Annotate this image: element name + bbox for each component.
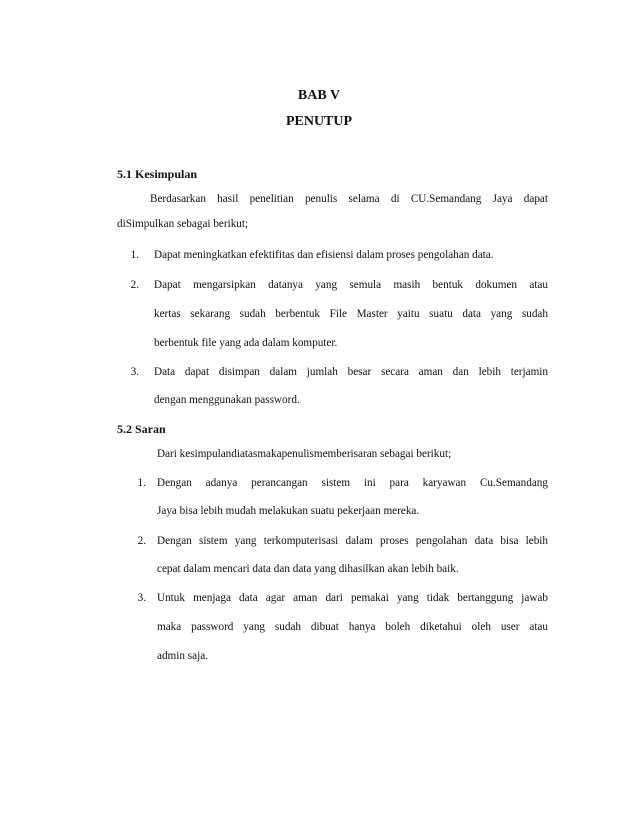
saran-item-line: cepat dalam mencari data dan data yang dihasilkan akan lebih baik. [157,563,459,575]
section-heading-kesimpulan: 5.1 Kesimpulan [117,167,198,181]
saran-item-line: Dengan adanya perancangan sistem ini para karyawan Cu.Semandang [157,477,548,489]
kesimpulan-item-number: 3. [130,366,139,378]
kesimpulan-item-line: Dapat mengarsipkan datanya yang semula masih bentuk dokumen atau [154,279,548,291]
section-heading-saran: 5.2 Saran [117,422,166,436]
saran-item-line: Untuk menjaga data agar aman dari pemakai yang tidak bertanggung jawab [157,592,548,604]
chapter-number: BAB V [297,88,341,103]
saran-item-line: maka password yang sudah dibuat hanya boleh diketahui oleh user atau [157,621,548,633]
saran-item-number: 2. [137,535,146,547]
kesimpulan-item-line: Dapat meningkatkan efektifitas dan efisiensi dalam proses pengolahan data. [154,249,494,261]
saran-item-line: Jaya bisa lebih mudah melakukan suatu pekerjaan mereka. [157,505,420,517]
kesimpulan-item-line: kertas sekarang sudah berbentuk File Master yaitu suatu data yang sudah [154,308,548,320]
kesimpulan-item-number: 2. [130,279,139,291]
kesimpulan-intro-line-1: Berdasarkan hasil penelitian penulis selama di CU.Semandang Jaya dapat [150,193,548,205]
saran-item-number: 1. [137,477,146,489]
kesimpulan-item-line: Data dapat disimpan dalam jumlah besar secara aman dan lebih terjamin [154,366,548,378]
kesimpulan-item-line: berbentuk file yang ada dalam komputer. [154,337,338,349]
saran-item-line: Dengan sistem yang terkomputerisasi dalam proses pengolahan data bisa lebih [157,535,548,547]
saran-intro: Dari kesimpulandiatasmakapenulismemberisaran sebagai berikut; [157,448,452,460]
saran-item-number: 3. [137,592,146,604]
chapter-title: PENUTUP [285,114,353,129]
kesimpulan-intro-line-2: diSimpulkan sebagai berikut; [117,218,249,230]
kesimpulan-item-number: 1. [130,249,139,261]
kesimpulan-item-line: dengan menggunakan password. [154,394,300,406]
saran-item-line: admin saja. [157,650,208,662]
